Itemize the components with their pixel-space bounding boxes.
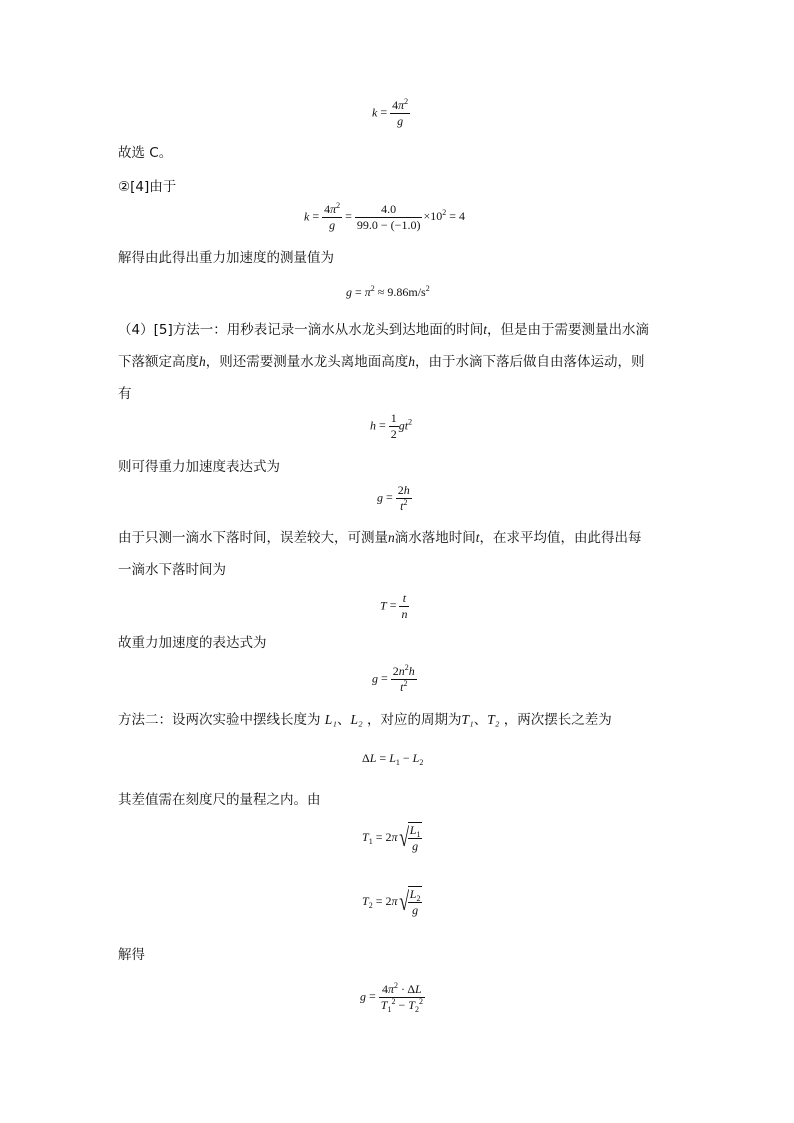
text-line: ②[4]由于 xyxy=(118,179,177,195)
equation-T2: $T_2 = 2\pi√$ $\frac{L_2}{g}$ xyxy=(362,887,421,917)
text-line: 由于只测一滴水下落时间，误差较大，可测量n滴水落地时间t，在求平均值，由此得出每 xyxy=(118,530,642,546)
text-line: 解得 xyxy=(118,947,145,963)
text-line: 故选 C。 xyxy=(118,145,173,161)
equation-delta-L: $\Delta L = L_1 - L_2$ xyxy=(362,751,424,767)
text-line: 其差值需在刻度尺的量程之内。由 xyxy=(118,792,321,808)
equation-h: h = $\frac{1}{2}$ $gt^2$ xyxy=(370,411,413,441)
equation-g-n: g = $\frac{2n^2h}{t^2}$ xyxy=(372,663,415,694)
eq-num: $4\pi^2$ xyxy=(392,97,409,112)
eq-lhs: k xyxy=(372,105,378,120)
equation-k-value: k = $\frac{4\pi^2}{g}$ = $\frac{4.0}{99.0 - (-1.0)}$ $\times 10^2 = 4$ xyxy=(304,201,465,232)
equation-T: T = $\frac{t}{n}$ xyxy=(380,591,408,621)
text-line: 则可得重力加速度表达式为 xyxy=(118,459,280,475)
text-line: 下落额定高度h，则还需要测量水龙头离地面高度h，由于水滴下落后做自由落体运动，则 xyxy=(118,354,645,370)
equation-T1: $T_1 = 2\pi√$ $\frac{L_1}{g}$ xyxy=(362,823,421,853)
equation-g-value: $g = \pi^2 \approx 9.86m/s^2$ xyxy=(346,284,430,299)
text-line: 故重力加速度的表达式为 xyxy=(118,635,267,651)
text-line: （4）[5]方法一：用秒表记录一滴水从水龙头到达地面的时间t，但是由于需要测量出水滴 xyxy=(118,322,649,338)
equation-g-final: g = $\frac{4\pi^2 \cdot \Delta L}{T_1^2 - T_2^2}$ xyxy=(360,981,423,1014)
text-line: 一滴水下落时间为 xyxy=(118,562,226,578)
text-line: 方法二：设两次实验中摆线长度为 L₁、L₂ ，对应的周期为T₁、T₂ ，两次摆长之差为 xyxy=(118,712,612,728)
equation-k: k = $\frac{4\pi^2}{g}$ xyxy=(372,97,409,128)
equation-g-h-t: g = $\frac{2h}{t^2}$ xyxy=(377,483,410,513)
text-line: 有 xyxy=(118,386,132,402)
text-line: 解得由此得出重力加速度的测量值为 xyxy=(118,250,334,266)
